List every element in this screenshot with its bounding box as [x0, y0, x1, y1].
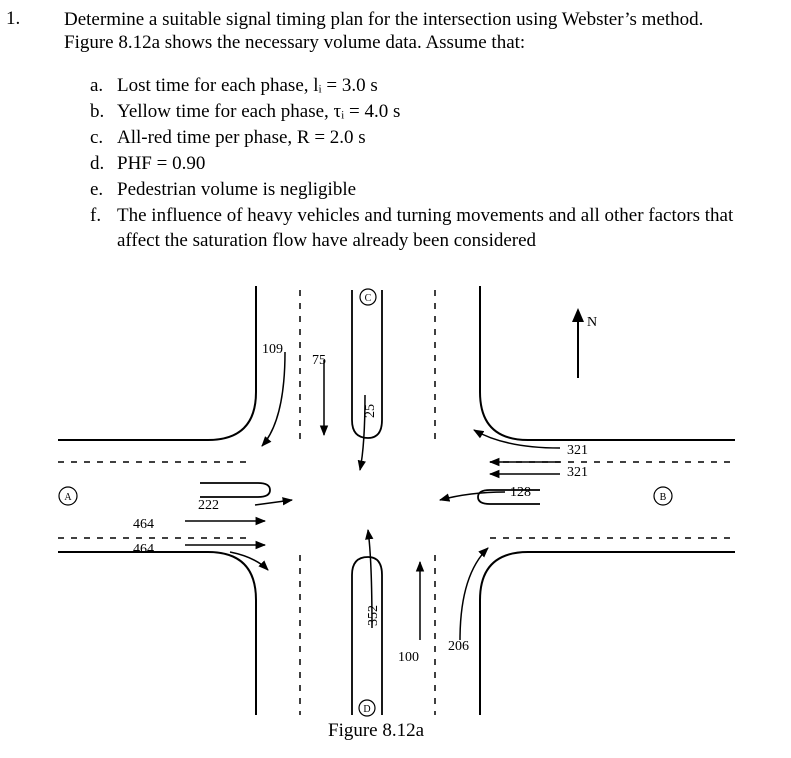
volume-west-through-2: 464 — [133, 542, 154, 557]
item-text: PHF = 0.90 — [117, 153, 206, 174]
approach-badge-a — [59, 487, 77, 505]
median-islands — [200, 290, 540, 715]
south-right-arrow — [460, 548, 488, 640]
intro-line-2: Figure 8.12a shows the necessary volume data. Assume that: — [64, 32, 526, 53]
volume-south-through: 100 — [398, 650, 419, 665]
approach-badge-d — [359, 700, 375, 716]
approach-label: D — [363, 704, 371, 715]
west-left-arrow — [255, 500, 292, 505]
item-marker: e. — [90, 179, 104, 200]
volume-east-right: 128 — [510, 485, 531, 500]
approach-label: B — [659, 492, 667, 503]
item-marker: f. — [90, 205, 102, 226]
approach-badge-b — [654, 487, 672, 505]
item-marker: c. — [90, 127, 104, 148]
lane-markings — [58, 290, 735, 715]
volume-north-right: 25 — [363, 404, 378, 418]
question-number: 1. — [6, 8, 21, 29]
figure-caption: Figure 8.12a — [328, 720, 425, 741]
item-marker: a. — [90, 75, 104, 96]
approach-label: A — [64, 492, 72, 503]
item-marker: b. — [90, 101, 105, 122]
volume-south-left: 352 — [366, 605, 381, 626]
volume-south-right: 206 — [448, 639, 469, 654]
volume-west-through-1: 464 — [133, 517, 154, 532]
west-right-arrow — [230, 552, 268, 570]
volume-north-left: 109 — [262, 342, 283, 357]
movement-arrows — [185, 352, 560, 640]
north-arrow-icon — [572, 308, 597, 378]
item-text: Yellow time for each phase, τᵢ = 4.0 s — [117, 101, 401, 122]
intro-line-1: Determine a suitable signal timing plan for the intersection using Webster’s method. — [64, 9, 704, 30]
east-right-arrow — [440, 492, 505, 500]
item-text: Pedestrian volume is negligible — [117, 179, 357, 200]
item-text: All-red time per phase, R = 2.0 s — [117, 127, 366, 148]
item-text: The influence of heavy vehicles and turning movements and all other factors that affect the saturation flow have already been considered — [117, 205, 734, 251]
item-marker: d. — [90, 153, 105, 174]
volume-east-left: 321 — [567, 443, 588, 458]
volume-east-through: 321 — [567, 465, 588, 480]
approach-label: C — [364, 293, 372, 304]
item-text: Lost time for each phase, lᵢ = 3.0 s — [117, 75, 378, 96]
north-left-arrow — [262, 352, 285, 446]
volume-west-left: 222 — [198, 498, 219, 513]
curb-lines — [58, 286, 735, 715]
approach-badge-c — [360, 289, 376, 305]
volume-north-through: 75 — [312, 353, 326, 368]
north-label: N — [587, 315, 598, 330]
